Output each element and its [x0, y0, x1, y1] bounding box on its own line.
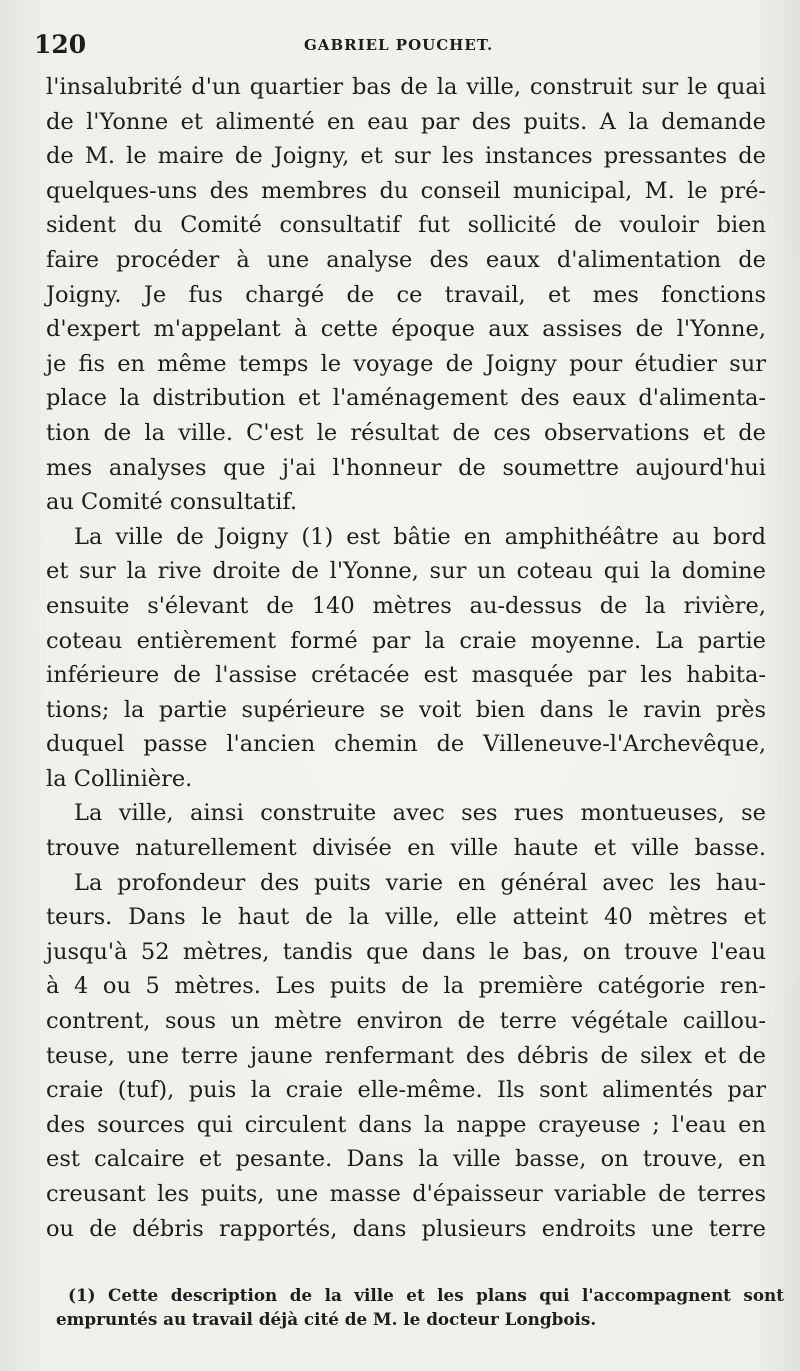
text-line: sident du Comité consultatif fut sollicité de vouloir bien [46, 212, 766, 239]
page-header [34, 30, 770, 64]
text-line: ensuite s'élevant de 140 mètres au-dessus de la rivière, [46, 592, 766, 619]
text-line: creusant les puits, une masse d'épaisseur variable de terres [46, 1181, 766, 1207]
footnote-line: (1) Cette description de la ville et les plans qui l'accompagnent sont [68, 1285, 784, 1305]
page-number: 120 [34, 30, 87, 59]
text-line: inférieure de l'assise crétacée est masquée par les habita- [46, 662, 766, 689]
text-line: place la distribution et l'aménagement des eaux d'alimenta- [46, 385, 766, 412]
text-line: de M. le maire de Joigny, et sur les instances pressantes de [46, 143, 766, 170]
text-line: est calcaire et pesante. Dans la ville basse, on trouve, en [46, 1146, 766, 1173]
text-line: faire procéder à une analyse des eaux d'alimentation de [46, 246, 766, 273]
text-line: teuse, une terre jaune renfermant des débris de silex et de [46, 1042, 766, 1069]
text-line: et sur la rive droite de l'Yonne, sur un coteau qui la domine [46, 558, 766, 585]
text-line: contrent, sous un mètre environ de terre végétale caillou- [46, 1008, 766, 1035]
text-line: quelques-uns des membres du conseil municipal, M. le pré- [46, 177, 766, 204]
text-line: au Comité consultatif. [46, 489, 298, 516]
text-line: de l'Yonne et alimenté en eau par des puits. A la demande [46, 108, 766, 135]
text-line: trouve naturellement divisée en ville haute et ville basse. [46, 835, 766, 862]
text-line: coteau entièrement formé par la craie moyenne. La partie [46, 627, 766, 654]
text-line: je fis en même temps le voyage de Joigny pour étudier sur [46, 350, 766, 377]
text-line: craie (tuf), puis la craie elle-même. Ils sont alimentés par [46, 1077, 766, 1104]
text-line: tion de la ville. C'est le résultat de ces observations et de [46, 419, 766, 446]
text-line: l'insalubrité d'un quartier bas de la ville, construit sur le quai [46, 74, 766, 100]
text-line: d'expert m'appelant à cette époque aux assises de l'Yonne, [46, 316, 766, 343]
text-line: mes analyses que j'ai l'honneur de soumettre aujourd'hui [46, 454, 766, 481]
text-line: des sources qui circulent dans la nappe crayeuse ; l'eau en [46, 1111, 766, 1138]
paragraph-start-line: La profondeur des puits varie en général avec les hau- [74, 869, 766, 896]
text-line: la Collinière. [46, 765, 193, 792]
text-line: tions; la partie supérieure se voit bien dans le ravin près [46, 696, 766, 723]
text-line: duquel passe l'ancien chemin de Villeneuve-l'Archevêque, [46, 731, 766, 758]
footnote [56, 1283, 784, 1331]
running-head: GABRIEL POUCHET. [304, 36, 494, 54]
paragraph-start-line: La ville de Joigny (1) est bâtie en amphithéâtre au bord [74, 523, 766, 550]
footnote-line: empruntés au travail déjà cité de M. le docteur Longbois. [56, 1309, 597, 1329]
text-line: jusqu'à 52 mètres, tandis que dans le bas, on trouve l'eau [46, 938, 766, 965]
text-line: ou de débris rapportés, dans plusieurs endroits une terre [46, 1215, 766, 1242]
body-text [46, 70, 766, 1246]
paragraph-start-line: La ville, ainsi construite avec ses rues montueuses, se [74, 800, 766, 827]
text-line: à 4 ou 5 mètres. Les puits de la première catégorie ren- [46, 973, 766, 1000]
text-line: teurs. Dans le haut de la ville, elle atteint 40 mètres et [46, 904, 766, 931]
text-line: Joigny. Je fus chargé de ce travail, et mes fonctions [46, 281, 766, 308]
